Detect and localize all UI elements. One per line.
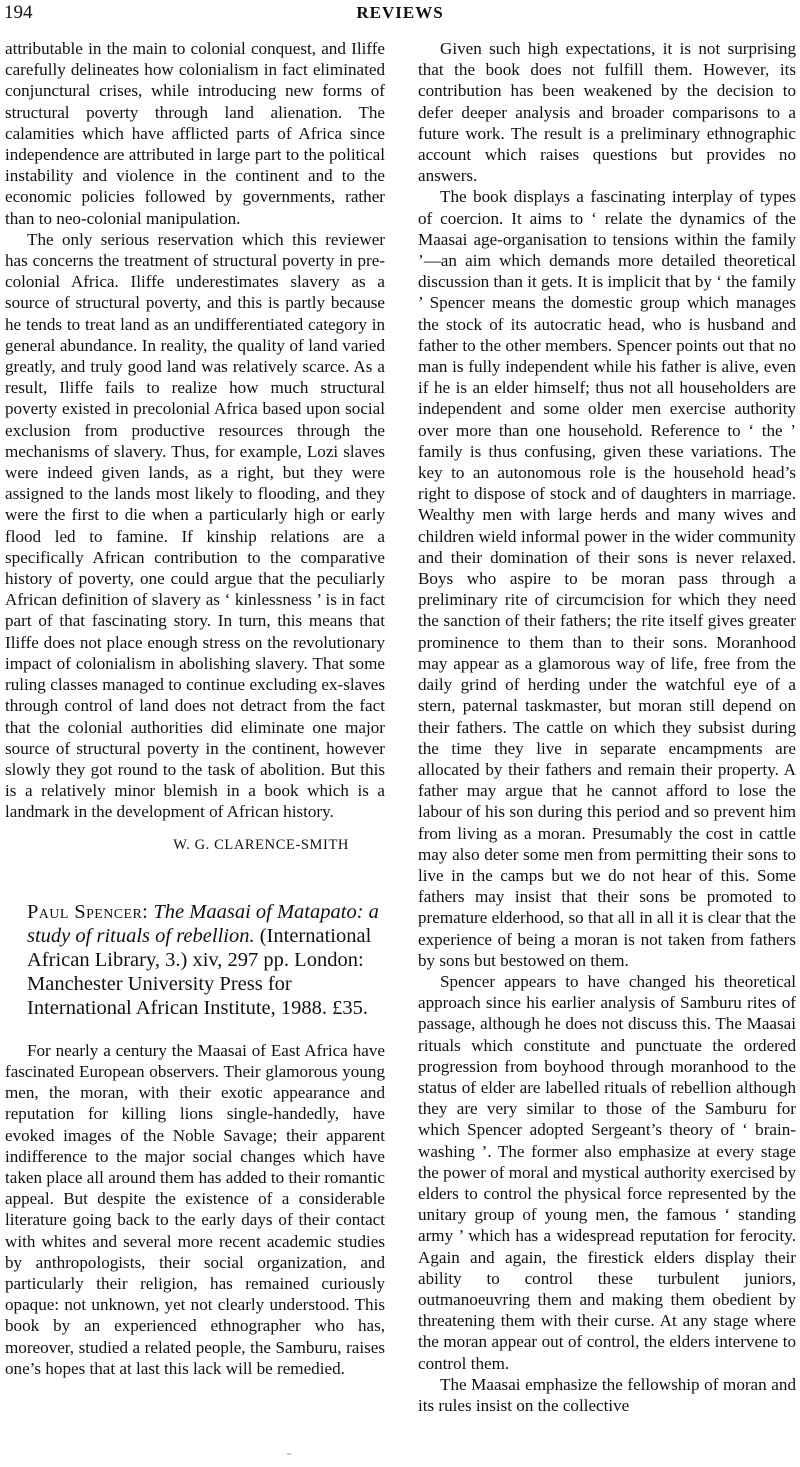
review-paragraph: For nearly a century the Maasai of East Africa have fascinated European observers. Their glamorous young men, the moran, with their exotic appearance and reputation for killing lions single-handedly, have evoked images of the Noble Savage; their apparent indifference to the major social changes which have taken place all around them has added to their romantic appeal. But despite the existence of a considerable literature going back to the early days of their contact with whites and several more recent academic studies by anthropologists, their social organization, and particularly their religion, has remained curiously opaque: not unknown, yet not clearly understood. This book by an experienced ethnographer who has, moreover, studied a related people, the Samburu, raises one’s hopes that at last this lack will be remedied. xyxy=(5,1040,385,1378)
book-title: The Maasai of Matapato: a study of rituals of rebellion. xyxy=(27,900,379,947)
review-paragraph: attributable in the main to colonial conquest, and Iliffe carefully delineates how colonialism in fact eliminated conjunctural crises, while introducing new forms of structural poverty through land alienation. The calamities which have afflicted parts of Africa since independence are attributed in large part to the political instability and violence in the continent and to the economic policies followed by governments, rather than to neo-colonial manipulation. xyxy=(5,39,385,228)
page-header xyxy=(0,2,800,26)
review-paragraph: Spencer appears to have changed his theoretical approach since his earlier analysis of Samburu rites of passage, although he does not discuss this. The Maasai rituals which constitute and punctuate the ordered progression from boyhood through moranhood to the status of elder are labelled rituals of rebellion although they are very similar to those of the Samburu for which Spencer adopted Sergeant’s theory of ‘ brain-washing ’. The former also emphasize at every stage the power of moral and mystical authority exercised by elders to control the physical force represented by the unitary group of young men, the famous ‘ standing army ’ which has a widespread reputation for ferocity. Again and again, the firestick elders display their ability to control these turbulent juniors, outmanoeuvring them and making them obedient by threatening them with their curse. At any stage where the moran appear out of control, the elders intervene to control them. xyxy=(418,971,796,1373)
review-paragraph: The Maasai emphasize the fellowship of moran and its rules insist on the collective xyxy=(418,1374,796,1415)
review-paragraph: The only serious reservation which this reviewer has concerns the treatment of structural poverty in pre-colonial Africa. Iliffe underestimates slavery as a source of structural poverty, and this is partly because he tends to treat land as an undifferentiated category in general abundance. In reality, the quality of land varied greatly, and truly good land was relatively scarce. As a result, Iliffe fails to realize how much structural poverty existed in precolonial Africa based upon social exclusion from productive resources through the mechanisms of slavery. Thus, for example, Lozi slaves were indeed given lands, as a right, but they were assigned to the lands most likely to flooding, and they were the first to die when a particularly high or early flood led to famine. If kinship relations are a specifically African contribution to the comparative history of poverty, one could argue that the peculiarly African definition of slavery as ‘ kinlessness ’ is in fact part of that fascinating story. In turn, this means that Iliffe does not place enough stress on the revolutionary impact of colonialism in abolishing slavery. That some ruling classes managed to continue excluding ex-slaves through control of land does not detract from the fact that the colonial authorities did eliminate one major source of structural poverty in the continent, however slowly they got round to the task of abolition. But this is a relatively minor blemish in a book which is a landmark in the development of African history. xyxy=(5,229,385,822)
review-paragraph: Given such high expectations, it is not surprising that the book does not fulfill them. However, its contribution has been weakened by the decision to defer deeper analysis and broader comparisons to a future work. The result is a preliminary ethnographic account which raises questions but provides no answers. xyxy=(418,39,796,186)
page-number: 194 xyxy=(4,2,33,23)
scan-mark xyxy=(287,1453,291,1455)
right-column xyxy=(418,38,796,1416)
review-paragraph: The book displays a fascinating interplay of types of coercion. It aims to ‘ relate the dynamics of the Maasai age-organisation to tensions within the family ’—an aim which demands more detailed theoretical discussion than it gets. It is implicit that by ‘ the family ’ Spencer means the domestic group which manages the stock of its autocratic head, who is husband and father to the other members. Spencer points out that no man is fully independent while his father is alive, even if he is an elder himself; thus not all householders are independent and some older men exercise authority over more than one household. Reference to ‘ the ’ family is thus confusing, given these variations. The key to an autonomous role is the household head’s right to dispose of stock and of daughters in marriage. Wealthy men with large herds and many wives and children wield informal power in the wider community and their domination of their sons is never relaxed. Boys who aspire to be moran pass through a preliminary rite of circumcision for which they need the sanction of their fathers; the rite itself gives greater prominence to them than to their sons. Moranhood may appear as a glamorous way of life, free from the daily grind of herding under the watchful eye of a stern, paternal taskmaster, but moran still depend on their fathers. The cattle on which they subsist during the time they live in separate encampments are allocated by their fathers and remain their property. A father may argue that he cannot afford to lose the labour of his son during this period and so prevent him from living as a moran. Presumably the cost in cattle may also deter some men from permitting their sons to live in the camps but we do not hear of this. Some fathers may insist that their sons be promoted to premature elderhood, so that all in all it is clear that the experience of being a moran is not taken from fathers by sons but bestowed on them. xyxy=(418,187,796,970)
reviewer-signature: W. G. CLARENCE-SMITH xyxy=(173,836,349,853)
running-head: REVIEWS xyxy=(356,3,444,22)
book-author: Paul Spencer: xyxy=(27,900,149,923)
book-details: (International African Library, 3.) xiv, 297 pp. London: Manchester University Press for International African Institute, 1988. £35. xyxy=(27,924,372,1019)
left-column xyxy=(5,38,385,1379)
book-citation xyxy=(5,900,385,1020)
